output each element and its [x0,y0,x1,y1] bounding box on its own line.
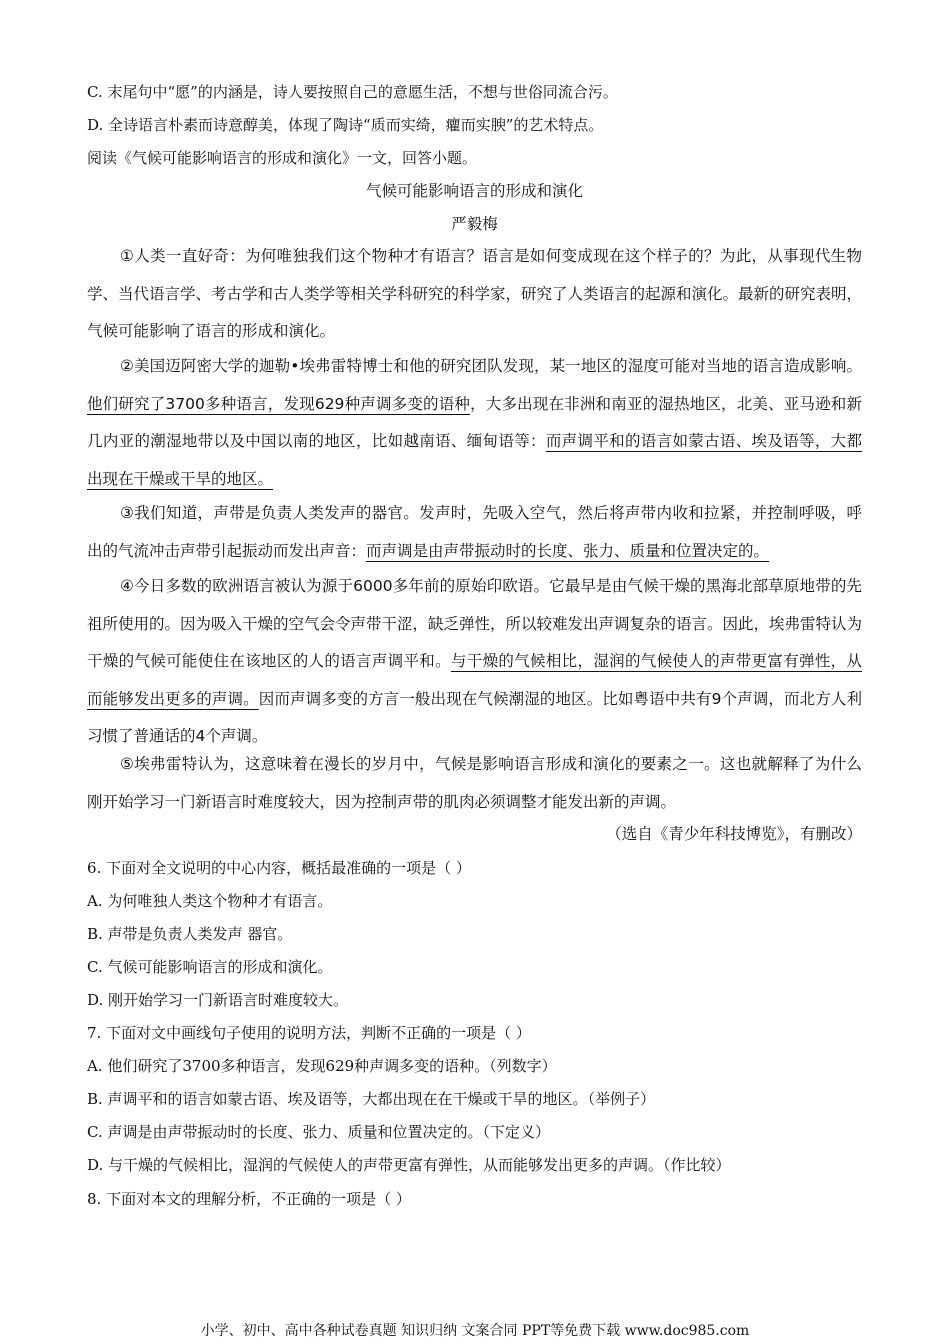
underlined-sentence-c: 而声调是由声带振动时的长度、张力、质量和位置决定的。 [366,541,770,560]
question-7: 7. 下面对文中画线句子使用的说明方法，判断不正确的一项是（ ） [87,1024,531,1042]
question-6: 6. 下面对全文说明的中心内容，概括最准确的一项是（ ） [87,859,471,877]
reading-intro: 阅读《气候可能影响语言的形成和演化》一文，回答小题。 [87,149,478,167]
paragraph-3-lead: ③我们知道，声带是负责人类发声的器官。发声时，先吸入空气，然后将声带内收和拉紧，并控制呼吸，呼出的气流冲击声带引起振动而发出声音： [87,504,862,560]
underlined-sentence-d: 与干燥的气候相比，湿润的气候使人的声带更富有弹性，从而能够发出更多的声调。 [87,652,862,708]
option-d-text: D. 全诗语言朴素而诗意醇美，体现了陶诗“质而实绮，癯而实腴”的艺术特点。 [87,116,604,134]
footer-watermark: 小学、初中、高中各种试卷真题 知识归纳 文案合同 PPT等免费下载 www.doc985.com [200,1323,750,1339]
underlined-sentence-b: 而声调平和的语言如蒙古语、埃及语等，大都出现在干燥或干旱的地区。 [87,432,862,488]
paragraph-2-lead: ②美国迈阿密大学的迦勒•埃弗雷特博士和他的研究团队发现，某一地区的湿度可能对当地的语言造成影响。 [120,357,862,375]
article-author: 严毅梅 [451,215,498,233]
question-6-option-c: C. 气候可能影响语言的形成和演化。 [87,958,333,976]
paragraph-2 [87,348,862,498]
question-7-option-c: C. 声调是由声带振动时的长度、张力、质量和位置决定的。（下定义） [87,1123,550,1141]
question-8: 8. 下面对本文的理解分析，不正确的一项是（ ） [87,1190,411,1208]
question-7-option-b: B. 声调平和的语言如蒙古语、埃及语等，大都出现在在干燥或干旱的地区。（举例子） [87,1090,656,1108]
article-title: 气候可能影响语言的形成和演化 [365,182,583,200]
question-6-option-a: A. 为何唯独人类这个物种才有语言。 [87,892,333,910]
paragraph-1: ①人类一直好奇：为何唯独我们这个物种才有语言？语言是如何变成现在这个样子的？为此，从事现代生物学、当代语言学、考古学和古人类学等相关学科研究的科学家，研究了人类语言的起源和演化。最新的研究表明，气候可能影响了语言的形成和演化。 [87,247,863,340]
question-7-option-d: D. 与干燥的气候相比，湿润的气候使人的声带更富有弹性，从而能够发出更多的声调。（作比较） [87,1156,731,1174]
question-6-option-b: B. 声带是负责人类发声 器官。 [87,925,293,943]
paragraph-4-lead: ④今日多数的欧洲语言被认为源于6000多年前的原始印欧语。它最早是由气候干燥的黑海北部草原地带的先祖所使用的。因为吸入干燥的空气会令声带干涩，缺乏弹性，所以较难发出声调复杂的语言。因此，埃弗雷特认为干燥的气候可能使住在该地区的人的语言声调平和。 [87,577,863,670]
article-source: （选自《青少年科技博览》，有删改） [606,825,862,843]
paragraph-4 [87,568,862,756]
paragraph-3 [87,495,862,570]
paragraph-2-mid: ，大多出现在非洲和南亚的湿热地区，北美、亚马逊和新几内亚的潮湿地带以及中国以南的地区，比如越南语、缅甸语等： [87,394,862,450]
question-7-option-a: A. 他们研究了3700多种语言，发现629种声调多变的语种。（列数字） [87,1057,557,1075]
option-c-text: C. 末尾句中“愿”的内涵是，诗人要按照自己的意愿生活，不想与世俗同流合污。 [87,83,618,101]
question-6-option-d: D. 刚开始学习一门新语言时难度较大。 [87,991,349,1009]
paragraph-5: ⑤埃弗雷特认为，这意味着在漫长的岁月中，气候是影响语言形成和演化的要素之一。这也就解释了为什么刚开始学习一门新语言时难度较大，因为控制声带的肌肉必须调整才能发出新的声调。 [87,755,862,811]
underlined-sentence-a: 他们研究了3700多种语言，发现629种声调多变的语种 [87,394,471,413]
paragraph-4-tail: 因而声调多变的方言一般出现在气候潮湿的地区。比如粤语中共有9个声调，而北方人利习惯了普通话的4个声调。 [87,689,862,745]
